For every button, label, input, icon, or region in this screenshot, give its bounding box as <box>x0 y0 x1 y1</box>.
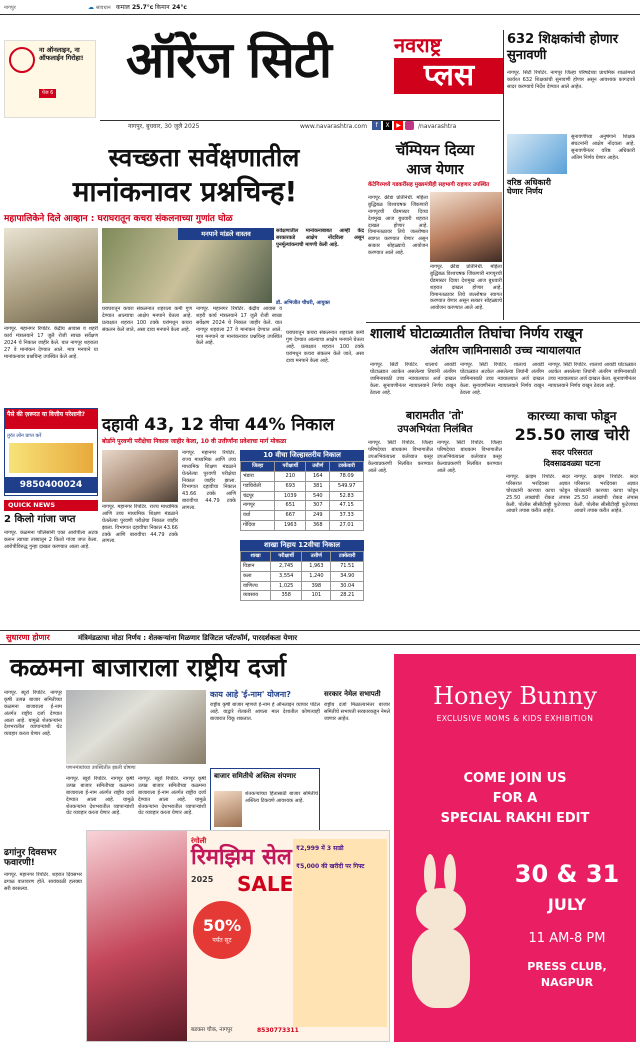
table-cell: 210 <box>275 472 306 482</box>
weather-tag: सावधान <box>96 5 111 11</box>
result-body-1: नागपूर. महानगर रिपोर्टर. राज्य माध्यमिक आणि उच्च माध्यमिक शिक्षण मंडळाने घेतलेल्या पुरवणी परीक्षेचा निकाल जाहीर झाला. विभागात दहावीचा निकाल 43.66 टक्के आणि बारावीचा 44.79 टक्के लागला. <box>102 504 178 545</box>
theft-headline-1: कारच्या काचा फोडून <box>527 409 617 423</box>
champion-body: नागपूर. क्रीडा प्रतिनिधी. महिला बुद्धिबळ विश्वचषक जिंकणारी नागपूरची ग्रँडमास्टर दिव्या देशमुख आज बुधवारी शहरात दाखल होणार आहे. विमानतळावर तिचे जल्लोषात स्वागत करण्यात येणार असून सत्कार सोहळ्याचे आयोजन करण्यात आले आहे. <box>368 195 428 257</box>
baramati-headline-2: उपअभियंता निलंबित <box>397 424 473 435</box>
baramati-body-2: नागपूर. सिटी रिपोर्टर. जिल्हा परिषदेच्या बांधकाम विभागातील उपअभियंत्याला कर्तव्यात कसूर केल्याप्रकरणी निलंबित करण्यात आले आहे. <box>437 440 502 474</box>
champion-subhead: कॅटेगिरमध्ये गडकरींसह मुख्यमंत्रीही सहभागी राहणार उपस्थित <box>368 182 490 188</box>
kalmna-body-3: नागपूर. ब्यूरो रिपोर्टर. नागपूर कृषी उत्पन्न बाजार समितीच्या कळमना बाजाराला ई-नाम अंतर्गत राष्ट्रीय दर्जा देण्यात आला आहे. यामुळे शेतकऱ्यांना देशभरातील व्यापाऱ्यांशी थेट व्यवहार करता येणार आहे. <box>138 776 206 817</box>
ad-sale-brand: रंगोली <box>191 837 207 845</box>
top-strip <box>0 0 640 30</box>
no-sign-icon <box>9 47 35 73</box>
youtube-icon[interactable]: ▶ <box>394 121 403 130</box>
bunny-dates: 30 & 31 <box>514 860 620 888</box>
quick-news-2-body: नागपूर. महानगर रिपोर्टर. शहरात दिवसभर ढगाळ वातावरण होते. सायंकाळी हलक्या सरी बरसल्या. <box>4 872 82 892</box>
weather-city: नागपुर <box>4 5 16 11</box>
table-header: टक्केवारी <box>330 462 364 472</box>
weather-icon: ☁ <box>88 4 94 11</box>
ad-sale[interactable] <box>86 830 390 1042</box>
scam-body-3: नागपूर. सिटी रिपोर्टर. शालार्थ आयडी घोटाळ्यात अटकेत असलेल्या तिघांनी अंतरिम जामिनासाठी उच्च न्यायालयात अर्ज दाखल केला. सुनावणीनंतर न्यायालयाने निर्णय राखून ठेवला आहे. <box>548 362 636 389</box>
table-cell: 1,963 <box>302 562 331 572</box>
max-label: कमाल <box>116 4 130 11</box>
table-cell: विज्ञान <box>241 562 271 572</box>
result-headline: दहावी 43, 12 वीचा 44% निकाल <box>102 415 335 435</box>
ad-sale-model <box>87 831 187 1041</box>
lead-headline-2: मानांकनावर प्रश्नचिन्ह! <box>72 175 298 208</box>
table-cell: भंडारा <box>241 472 275 482</box>
ad-loan-phone[interactable]: 9850400024 <box>5 477 97 493</box>
lead-body-2: घराघरातून कचरा संकलनात शहराला कमी गुण देण्यात आल्याचा आक्षेप मनपाने घेतला आहे. प्रत्यक्षात शहरात 100 टक्के घरांमधून कचरा संकलन केले जाते, असा दावा मनपाने केला आहे. <box>102 306 192 333</box>
table-cell: गडचिरोली <box>241 481 275 491</box>
theft-subhead-2: दिवसाढवळ्या घटना <box>543 459 601 468</box>
ad-loan-image <box>9 443 93 473</box>
table-cell: 71.51 <box>331 562 364 572</box>
kalmna-side <box>324 690 390 842</box>
teachers-story <box>505 30 637 320</box>
ad-sale-title: रिमझिम सेल <box>191 845 292 870</box>
dateline: नागपुर, बुधवार, 30 जुलै 2025 <box>128 123 200 130</box>
left-promo-tag: पेज 6 <box>39 89 56 98</box>
ad-sale-offers <box>293 839 387 1027</box>
lead-photo-building <box>4 228 98 323</box>
table-header: उत्तीर्ण <box>302 552 331 562</box>
table-cell: 381 <box>306 481 330 491</box>
result-table-2-title: शाखा निहाय 12वीचा निकाल <box>240 540 364 551</box>
lead-quote-by: डॉ. अभिजीत चौधरी, आयुक्त <box>276 300 330 306</box>
ad-sale-year: 2025 <box>191 875 214 884</box>
lead-body-4: घराघरातून कचरा संकलनात शहराला कमी गुण देण्यात आल्याचा आक्षेप मनपाने घेतला आहे. प्रत्यक्षात शहरात 100 टक्के घरांमधून कचरा संकलन केले जाते, असा दावा मनपाने केला आहे. <box>286 330 364 364</box>
quick-news-1-body: नागपूर. कळमना पोलिसांनी एका आरोपीला अटक करून त्याच्या ताब्यातून 2 किलो गांजा जप्त केला. आरोपीविरुद्ध गुन्हा दाखल करण्यात आला आहे. <box>4 530 98 550</box>
ticker-label: सुधारणा होणार <box>6 633 50 642</box>
table-cell: 3,554 <box>271 571 302 581</box>
ad-loan[interactable] <box>4 408 98 496</box>
lead-box-title: मनपाने मांडले वास्तव <box>178 228 274 240</box>
quick-news-1-title: 2 किलो गांजा जप्त <box>4 514 76 525</box>
table-cell: 37.33 <box>330 511 364 521</box>
bunny-venue-1: PRESS CLUB, <box>527 960 607 973</box>
kalmna-photo-caption: पणनमंत्र्यांच्या उपस्थितीत झाली घोषणा <box>66 765 136 771</box>
table-cell: कला <box>241 571 271 581</box>
table-cell: 164 <box>306 472 330 482</box>
table-cell: व्यवसाय <box>241 591 271 601</box>
teachers-side-title: वरिष्ठ अधिकारी घेणार निर्णय <box>507 178 551 197</box>
left-promo-box <box>4 40 96 118</box>
bunny-month: JULY <box>547 895 587 914</box>
table-row <box>241 491 364 501</box>
result-table-1 <box>240 461 364 530</box>
table-row <box>241 472 364 482</box>
table-cell: 667 <box>275 511 306 521</box>
table-cell: 693 <box>275 481 306 491</box>
scam-headline: शालार्थ घोटाळ्यातील तिघांचा निर्णय राखून <box>370 326 583 342</box>
table-cell: 52.83 <box>330 491 364 501</box>
table-row <box>241 481 364 491</box>
ad-sale-offer-2: ₹5,000 की खरीदी पर गिफ्ट <box>296 863 365 870</box>
table-cell: 101 <box>302 591 331 601</box>
table-header: उत्तीर्ण <box>306 462 330 472</box>
result-body-2: नागपूर. महानगर रिपोर्टर. राज्य माध्यमिक आणि उच्च माध्यमिक शिक्षण मंडळाने घेतलेल्या पुरवणी परीक्षेचा निकाल जाहीर झाला. विभागात दहावीचा निकाल 43.66 टक्के आणि बारावीचा 44.79 टक्के लागला. <box>182 450 236 512</box>
kalmna-side-title: सरकार नेमेल सभापती <box>324 690 381 698</box>
ad-sale-word: SALE <box>237 872 294 896</box>
bunny-cta-1: COME JOIN US <box>463 771 567 786</box>
lead-body-1: नागपूर. महानगर रिपोर्टर. केंद्रीय आवास व शहरी कार्य मंत्रालयाने 17 जुलै रोजी स्वच्छ सर्वेक्षण 2024 चे निकाल जाहीर केले. यात नागपूर शहराला 27 वे मानांकन देण्यात आले. मात्र मनपाने या मानांकनावर प्रश्नचिन्ह उपस्थित केले आहे. <box>4 326 98 360</box>
kalmna-box-body: राष्ट्रीय कृषी बाजार म्हणजे ई-नाम हे ऑनलाइन व्यापार पोर्टल आहे. याद्वारे शेतकरी आपला माल देशातील कोणत्याही बाजारात विकू शकतात. <box>210 702 320 722</box>
kalmna-headline: कळमना बाजाराला राष्ट्रीय दर्जा <box>10 653 287 682</box>
table-row <box>241 591 364 601</box>
bunny-venue-2: NAGPUR <box>540 976 594 989</box>
result-table-1-wrap <box>240 450 364 531</box>
bunny-head <box>416 888 466 932</box>
brand-name: नवराष्ट्र <box>394 33 442 57</box>
table-cell: 2,745 <box>271 562 302 572</box>
table-row <box>241 511 364 521</box>
champion-headline-2: आज येणार <box>406 162 464 178</box>
bunny-cta-3: SPECIAL RAKHI EDIT <box>440 811 590 826</box>
table-header: जिल्हा <box>241 462 275 472</box>
ad-sale-phone[interactable]: 8530773311 <box>257 1027 299 1034</box>
theft-story <box>506 410 638 620</box>
table-cell: 307 <box>306 501 330 511</box>
ad-sale-discount-note: पर्यंत सूट <box>212 936 232 944</box>
result-table-2-wrap <box>240 540 364 601</box>
scam-subhead: अंतरिम जामिनासाठी उच्च न्यायालयात <box>430 344 581 357</box>
ad-sale-discount: 50% <box>202 916 242 935</box>
ad-sale-address: बडकस चौक, नागपुर <box>191 1027 233 1033</box>
table-cell: 249 <box>306 511 330 521</box>
table-row <box>241 581 364 591</box>
bunny-body <box>412 928 470 1008</box>
min-temp: 24°c <box>172 4 187 11</box>
baramati-headline-1: बारामतीत 'तो' <box>405 409 465 422</box>
table-cell: 27.01 <box>330 520 364 530</box>
table-cell: 1,025 <box>271 581 302 591</box>
table-cell: 1963 <box>275 520 306 530</box>
table-cell: 398 <box>302 581 331 591</box>
table-cell: 78.09 <box>330 472 364 482</box>
table-cell: 30.04 <box>331 581 364 591</box>
champion-photo <box>430 192 502 262</box>
theft-body-2: नागपूर. क्राइम रिपोर्टर. सदर परिसरात भरदिवसा अज्ञात चोरट्यांनी कारच्या काचा फोडून 25.50 लाखांची रोकड लंपास केली. पोलीस सीसीटीव्ही फुटेजच्या आधारे तपास करीत आहेत. <box>574 474 638 515</box>
table-cell: नागपूर <box>241 501 275 511</box>
table-cell: 34.90 <box>331 571 364 581</box>
lead-quote-box <box>276 228 364 328</box>
kalmna-side-body: राष्ट्रीय दर्जा मिळाल्यानंतर बाजार समितीचे सभापती सरकारकडून नेमले जाणार आहेत. <box>324 702 390 722</box>
scam-body-2: नागपूर. सिटी रिपोर्टर. शालार्थ आयडी घोटाळ्यात अटकेत असलेल्या तिघांनी अंतरिम जामिनासाठी उच्च न्यायालयात अर्ज दाखल केला. सुनावणीनंतर न्यायालयाने निर्णय राखून ठेवला आहे. <box>460 362 544 396</box>
quick-news-2-title: ढगांनुर दिवसभर फवारणी! <box>4 848 57 869</box>
table-cell: 28.21 <box>331 591 364 601</box>
table-cell: 651 <box>275 501 306 511</box>
table-cell: वर्धा <box>241 511 275 521</box>
instagram-icon[interactable] <box>405 121 414 130</box>
max-temp: 25.7°c <box>132 4 154 11</box>
kalmna-photo <box>66 690 206 764</box>
lead-subhead: महापालिकेने दिले आव्हान : घराघरातून कचरा संकलनाच्या गुणांत घोळ <box>4 214 233 224</box>
teachers-photo <box>507 134 567 174</box>
ticker <box>0 630 640 645</box>
table-row <box>241 501 364 511</box>
kalmna-body-1: नागपूर. ब्यूरो रिपोर्टर. नागपूर कृषी उत्पन्न बाजार समितीच्या कळमना बाजाराला ई-नाम अंतर्गत राष्ट्रीय दर्जा देण्यात आला आहे. यामुळे शेतकऱ्यांना देशभरातील व्यापाऱ्यांशी थेट व्यवहार करता येणार आहे. <box>4 690 62 738</box>
table-header: टक्केवारी <box>331 552 364 562</box>
theft-body-1: नागपूर. क्राइम रिपोर्टर. सदर परिसरात भरदिवसा अज्ञात चोरट्यांनी कारच्या काचा फोडून 25.50 लाखांची रोकड लंपास केली. पोलीस सीसीटीव्ही फुटेजच्या आधारे तपास करीत आहेत. <box>506 474 570 515</box>
left-promo-text: ना ऑनलाइन, ना ऑफलाईन गिरोहा! <box>39 46 84 62</box>
result-photo <box>102 450 178 502</box>
ad-loan-line: तुरंत लोन प्राप्त करें <box>7 433 42 439</box>
teachers-side-body: सुनावणीच्या अनुषंगाने शिक्षक संघटनांनी आक्षेप नोंदवला आहे. सुनावणीनंतर वरिष्ठ अधिकारी अंतिम निर्णय घेणार आहेत. <box>571 134 635 161</box>
kalmna-box <box>210 690 320 764</box>
ad-loan-title: पैसे की ज़रूरत या वित्तीय परेशानी? <box>5 409 97 429</box>
masthead-title: ऑरेंज सिटी <box>126 30 332 89</box>
ad-honey-bunny[interactable] <box>394 654 636 1042</box>
quick-news-label: QUICK NEWS <box>4 500 98 511</box>
kalmna-quote-photo <box>214 791 242 827</box>
bunny-illustration <box>404 854 484 1014</box>
table-cell: 368 <box>306 520 330 530</box>
kalmna-quote-title: बाजार समितीचे अस्तित्व संपणार <box>214 772 297 780</box>
kalmna-body-2: नागपूर. ब्यूरो रिपोर्टर. नागपूर कृषी उत्पन्न बाजार समितीच्या कळमना बाजाराला ई-नाम अंतर्गत राष्ट्रीय दर्जा देण्यात आला आहे. यामुळे शेतकऱ्यांना देशभरातील व्यापाऱ्यांशी थेट व्यवहार करता येणार आहे. <box>66 776 134 817</box>
baramati-story <box>368 410 502 620</box>
table-header: परीक्षार्थी <box>275 462 306 472</box>
table-row <box>241 520 364 530</box>
min-label: किमान <box>155 4 170 11</box>
result-subhead: बोर्डाने पुरवणी परीक्षेचा निकाल जाहीर केला, 10 वी उत्तीर्णांना प्रवेशाचा मार्ग मोकळा <box>102 438 287 445</box>
brand-plus: प्लस <box>394 58 504 94</box>
table-cell: गोंदिया <box>241 520 275 530</box>
table-cell: 358 <box>271 591 302 601</box>
social-handle: /navarashtra <box>418 123 457 130</box>
bunny-time: 11 AM-8 PM <box>528 931 606 946</box>
table-cell: 1,240 <box>302 571 331 581</box>
table-header: परीक्षार्थी <box>271 552 302 562</box>
table-header: शाखा <box>241 552 271 562</box>
facebook-icon[interactable]: f <box>372 121 381 130</box>
kalmna-box-title: काय आहे 'ई-नाम' योजना? <box>210 690 291 699</box>
lead-headline-1: स्वच्छता सर्वेक्षणातील <box>108 143 300 172</box>
table-cell: 47.15 <box>330 501 364 511</box>
theft-subhead-1: सदर परिसरात <box>551 448 593 457</box>
table-cell: 549.97 <box>330 481 364 491</box>
table-row <box>241 562 364 572</box>
lead-body-3: नागपूर. महानगर रिपोर्टर. केंद्रीय आवास व शहरी कार्य मंत्रालयाने 17 जुलै रोजी स्वच्छ सर्वेक्षण 2024 चे निकाल जाहीर केले. यात नागपूर शहराला 27 वे मानांकन देण्यात आले. मात्र मनपाने या मानांकनावर प्रश्नचिन्ह उपस्थित केले आहे. <box>196 306 282 347</box>
table-row <box>241 571 364 581</box>
ad-sale-badge <box>193 901 251 959</box>
ticker-text: मंत्रिमंडळाचा मोठा निर्णय : शेतकऱ्यांना मिळणार डिजिटल प्लॅटफॉर्म, पारदर्शकता येणार <box>78 634 298 642</box>
table-cell: 540 <box>306 491 330 501</box>
bunny-sub: EXCLUSIVE MOMS & KIDS EXHIBITION <box>436 714 594 723</box>
result-table-1-title: 10 वीचा जिल्हास्तरीय निकाल <box>240 450 364 461</box>
table-cell: चंद्रपूर <box>241 491 275 501</box>
scam-body-1: नागपूर. सिटी रिपोर्टर. शालार्थ आयडी घोटाळ्यात अटकेत असलेल्या तिघांनी अंतरिम जामिनासाठी उच्च न्यायालयात अर्ज दाखल केला. सुनावणीनंतर न्यायालयाने निर्णय राखून ठेवला आहे. <box>370 362 456 396</box>
table-cell: 1039 <box>275 491 306 501</box>
champion-headline-1: चॅम्पियन दिव्या <box>395 141 475 159</box>
kalmna-quote-body: शेतकऱ्यांच्या हितासाठी बाजार समितीचे अस्तित्व टिकवणे आवश्यक आहे. <box>245 791 318 804</box>
bunny-title: Honey Bunny <box>433 682 597 710</box>
champion-body-2: नागपूर. क्रीडा प्रतिनिधी. महिला बुद्धिबळ विश्वचषक जिंकणारी नागपूरची ग्रँडमास्टर दिव्या देशमुख आज बुधवारी शहरात दाखल होणार आहे. विमानतळावर तिचे जल्लोषात स्वागत करण्यात येणार असून सत्कार सोहळ्याचे आयोजन करण्यात आले आहे. <box>430 264 502 312</box>
result-table-2 <box>240 551 364 601</box>
teachers-headline: 632 शिक्षकांची होणार सुनावणी <box>507 32 619 64</box>
ad-sale-offer-1: ₹2,999 में 3 साडी <box>296 845 344 852</box>
theft-headline-2: 25.50 लाख चोरी <box>514 425 630 444</box>
x-icon[interactable]: X <box>383 121 392 130</box>
baramati-body-1: नागपूर. सिटी रिपोर्टर. जिल्हा परिषदेच्या बांधकाम विभागातील उपअभियंत्याला कर्तव्यात कसूर केल्याप्रकरणी निलंबित करण्यात आले आहे. <box>368 440 433 474</box>
bunny-cta-2: FOR A <box>492 791 538 806</box>
website: www.navarashtra.com <box>300 123 368 130</box>
table-cell: वाणिज्य <box>241 581 271 591</box>
teachers-body: नागपूर. सिटी रिपोर्टर. नागपूर जिल्हा परिषदेच्या प्राथमिक शाळांमध्ये कार्यरत 632 शिक्षकांची सुनावणी होणार असून आवश्यक कागदपत्रे सादर करण्याचे निर्देश देण्यात आले आहेत. <box>507 70 635 90</box>
lead-quote: सर्वेक्षणातील मानांकनाबाबत आम्ही केंद्र सरकारकडे आक्षेप नोंदविला असून पुनर्मूल्यांकनाची मागणी केली आहे. <box>276 228 364 248</box>
